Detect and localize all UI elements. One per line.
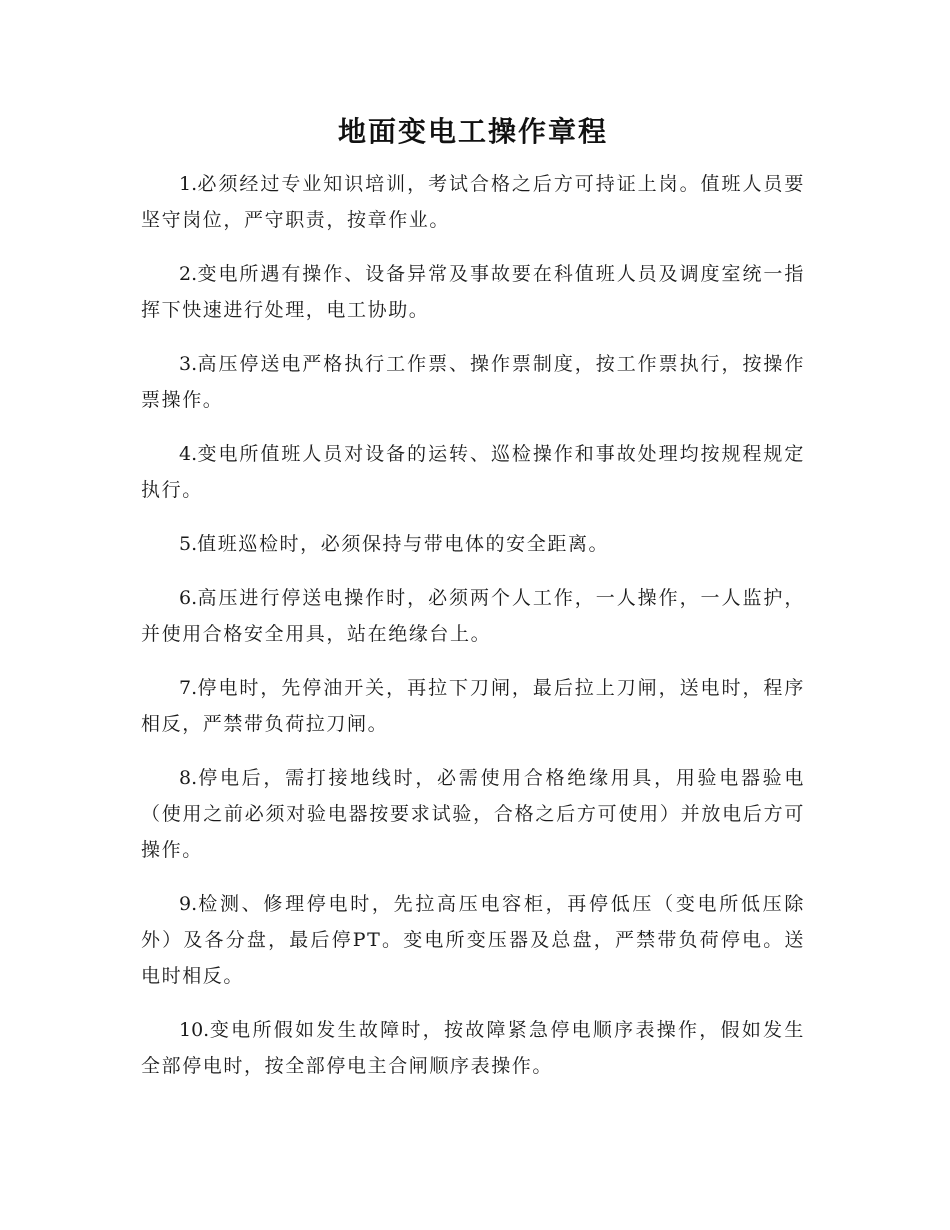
- rule-item: [141, 166, 805, 238]
- rule-text: 必须经过专业知识培训，考试合格之后方可持证上岗。值班人员要坚守岗位，严守职责，按章作业。: [141, 173, 805, 231]
- rule-number: 5.: [179, 533, 198, 555]
- rule-number: 6.: [179, 587, 198, 609]
- rule-text: 高压停送电严格执行工作票、操作票制度，按工作票执行，按操作票操作。: [141, 353, 805, 411]
- rule-item: [141, 256, 805, 328]
- rule-item: [141, 436, 805, 508]
- rule-number: 8.: [179, 767, 198, 789]
- rule-text: 停电时，先停油开关，再拉下刀闸，最后拉上刀闸，送电时，程序相反，严禁带负荷拉刀闸。: [141, 677, 805, 735]
- rule-item: [141, 346, 805, 418]
- rule-item: [141, 886, 805, 994]
- rule-number: 9.: [179, 893, 198, 915]
- rule-text: 停电后，需打接地线时，必需使用合格绝缘用具，用验电器验电（使用之前必须对验电器按要求试验，合格之后方可使用）并放电后方可操作。: [141, 767, 805, 861]
- rule-item: [141, 760, 805, 868]
- rule-text: 变电所遇有操作、设备异常及事故要在科值班人员及调度室统一指挥下快速进行处理，电工协助。: [141, 263, 805, 321]
- rule-text: 变电所假如发生故障时，按故障紧急停电顺序表操作，假如发生全部停电时，按全部停电主合闸顺序表操作。: [141, 1019, 805, 1077]
- document-title: 地面变电工操作章程: [337, 115, 608, 148]
- rule-number: 3.: [179, 353, 198, 375]
- rule-number: 10.: [179, 1019, 210, 1041]
- rule-number: 7.: [179, 677, 198, 699]
- rule-item: [141, 1012, 805, 1084]
- rule-number: 2.: [179, 263, 198, 285]
- rule-text: 高压进行停送电操作时，必须两个人工作，一人操作，一人监护，并使用合格安全用具，站在绝缘台上。: [141, 587, 805, 645]
- rule-text: 变电所值班人员对设备的运转、巡检操作和事故处理均按规程规定执行。: [141, 443, 805, 501]
- rule-item: [141, 670, 805, 742]
- rule-text: 值班巡检时，必须保持与带电体的安全距离。: [197, 533, 610, 555]
- rule-number: 1.: [179, 173, 198, 195]
- rule-item: [141, 526, 805, 562]
- rule-item: [141, 580, 805, 652]
- document-body: [141, 110, 805, 1102]
- rule-number: 4.: [179, 443, 198, 465]
- rule-text: 检测、修理停电时，先拉高压电容柜，再停低压（变电所低压除外）及各分盘，最后停PT。变电所变压器及总盘，严禁带负荷停电。送电时相反。: [141, 893, 805, 987]
